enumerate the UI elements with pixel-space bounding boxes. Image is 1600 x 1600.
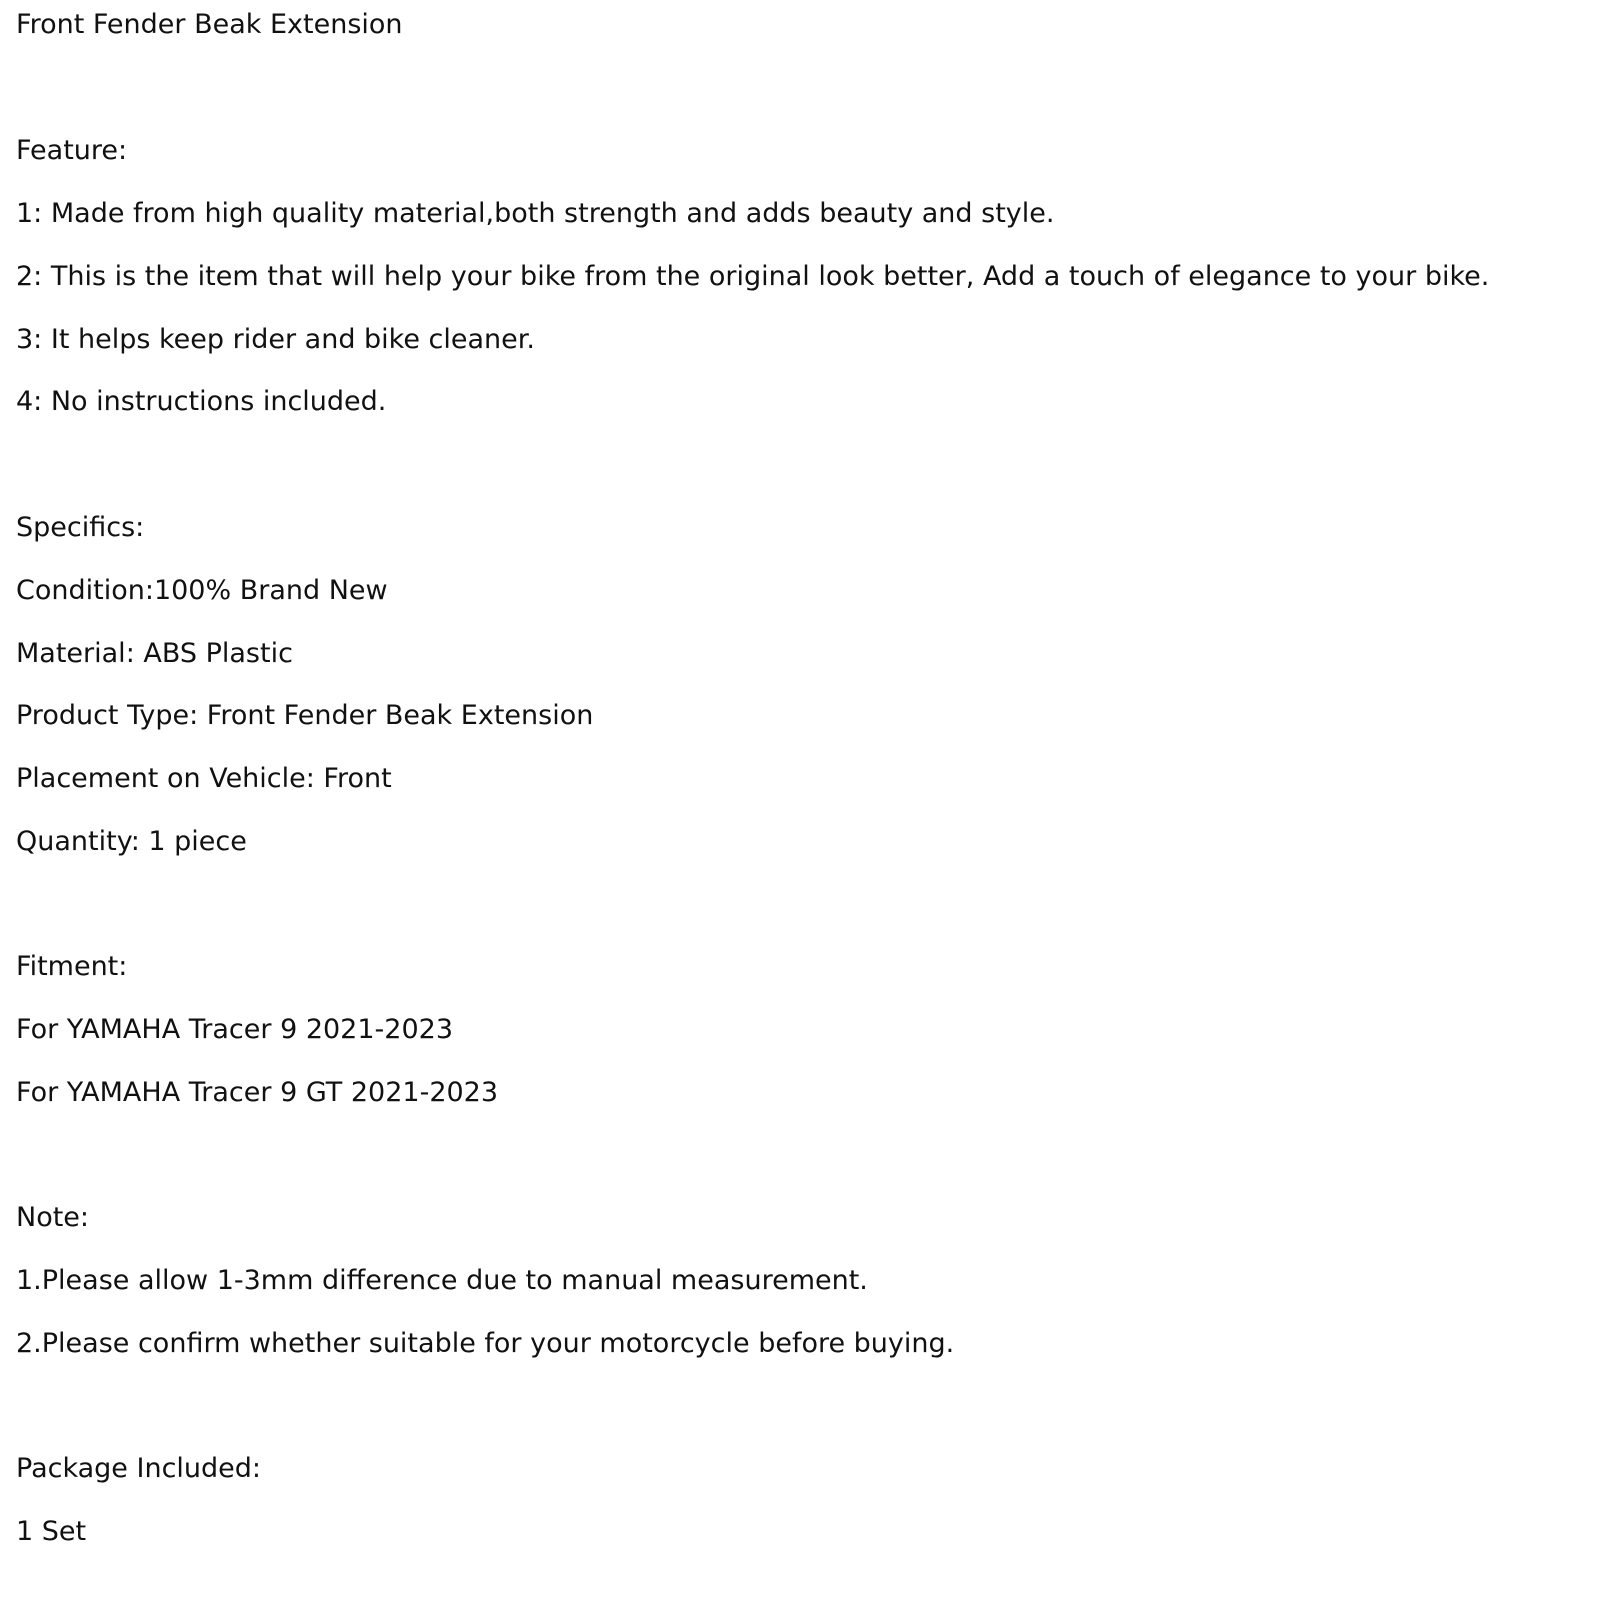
note-heading: Note: bbox=[16, 1202, 90, 1233]
feature-item-3: 3: It helps keep rider and bike cleaner. bbox=[16, 324, 535, 355]
feature-heading: Feature: bbox=[16, 135, 128, 166]
specifics-placement: Placement on Vehicle: Front bbox=[16, 763, 392, 794]
feature-item-2: 2: This is the item that will help your bike from the original look better, Add a touch of elegance to your bike. bbox=[16, 261, 1490, 292]
specifics-heading: Specifics: bbox=[16, 512, 145, 543]
specifics-product-type: Product Type: Front Fender Beak Extension bbox=[16, 700, 594, 731]
feature-item-4: 4: No instructions included. bbox=[16, 386, 387, 417]
specifics-material: Material: ABS Plastic bbox=[16, 638, 293, 669]
fitment-item-1: For YAMAHA Tracer 9 2021-2023 bbox=[16, 1014, 453, 1045]
feature-item-1: 1: Made from high quality material,both strength and adds beauty and style. bbox=[16, 198, 1055, 229]
fitment-item-2: For YAMAHA Tracer 9 GT 2021-2023 bbox=[16, 1077, 499, 1108]
package-item-1: 1 Set bbox=[16, 1516, 87, 1547]
package-heading: Package Included: bbox=[16, 1453, 262, 1484]
specifics-condition: Condition:100% Brand New bbox=[16, 575, 388, 606]
page-title: Front Fender Beak Extension bbox=[16, 9, 403, 40]
note-item-2: 2.Please confirm whether suitable for your motorcycle before buying. bbox=[16, 1328, 955, 1359]
fitment-heading: Fitment: bbox=[16, 951, 128, 982]
specifics-quantity: Quantity: 1 piece bbox=[16, 826, 247, 857]
note-item-1: 1.Please allow 1-3mm difference due to manual measurement. bbox=[16, 1265, 868, 1296]
